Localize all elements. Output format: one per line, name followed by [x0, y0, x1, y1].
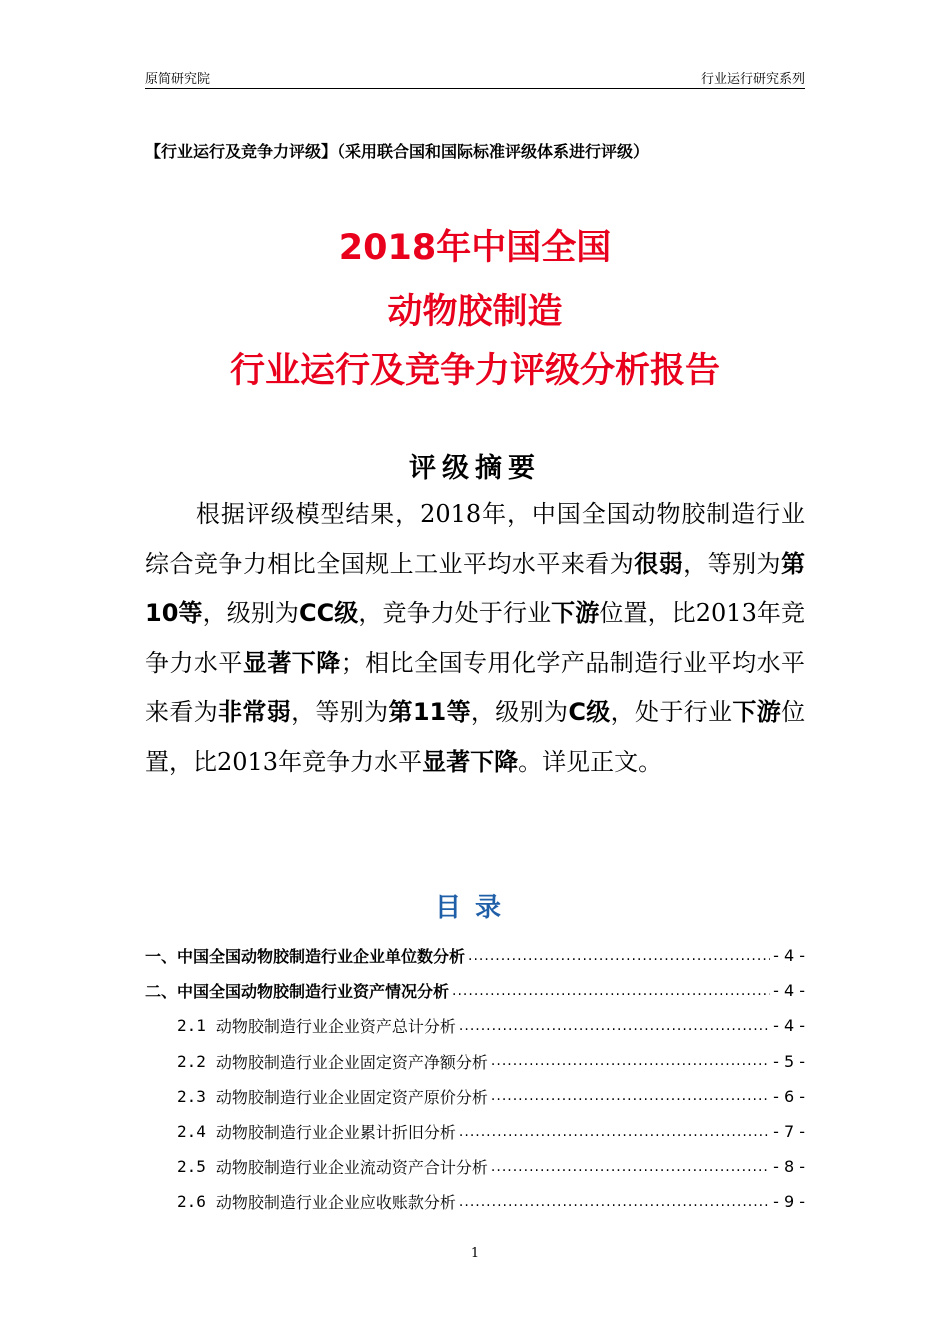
summary-emphasis: 第10等 — [145, 549, 806, 627]
summary-text: ；相比全国专用化学产品制造行业平均水平来看为 — [145, 648, 806, 726]
summary-text: 根据评级模型结果，2018年，中国全国动物胶制造行业综合竞争力相比全国规上工业平均水平来看为 — [145, 500, 805, 578]
toc-entry-page: - 7 - — [773, 1122, 805, 1142]
toc-entry-label: 动物胶制造行业企业应收账款分析 — [215, 1193, 456, 1213]
header-series-name: 行业运行研究系列 — [700, 72, 805, 87]
summary-emphasis: 很弱 — [634, 549, 684, 578]
summary-emphasis: C级 — [568, 698, 611, 726]
report-title-line-3: 行业运行及竞争力评级分析报告 — [229, 351, 720, 391]
toc-entry-page: - 5 - — [773, 1051, 805, 1071]
summary-text: ，级别为 — [202, 599, 299, 627]
toc-entry[interactable] — [145, 973, 805, 1008]
page-header — [145, 66, 805, 89]
summary-text: 位置，比2013年竞争力水平 — [145, 698, 806, 776]
summary-text: 位置，比2013年竞争力水平 — [145, 599, 806, 677]
toc-entry-label: 动物胶制造行业企业固定资产原价分析 — [215, 1087, 488, 1107]
table-of-contents — [145, 938, 805, 1220]
toc-entry-page: - 4 - — [773, 981, 805, 1001]
toc-leader-dots — [452, 983, 770, 999]
toc-entry-label: 动物胶制造行业企业累计折旧分析 — [215, 1123, 456, 1143]
toc-entry-number: 2.2 — [177, 1051, 206, 1071]
summary-text: 。详见正文。 — [518, 747, 663, 776]
toc-entry-label: 动物胶制造行业企业固定资产净额分析 — [215, 1052, 488, 1072]
report-subtitle: 【行业运行及竞争力评级】（采用联合国和国际标准评级体系进行评级） — [145, 142, 650, 161]
summary-heading: 评级摘要 — [409, 453, 541, 484]
toc-entry[interactable] — [145, 1114, 805, 1149]
toc-entry-number: 2.3 — [177, 1086, 206, 1106]
toc-entry-number: 2.4 — [177, 1122, 206, 1142]
toc-heading: 目录 — [434, 893, 515, 923]
summary-paragraph — [145, 490, 805, 787]
toc-entry-page: - 8 - — [773, 1157, 805, 1177]
summary-text: ，处于行业 — [610, 698, 733, 726]
toc-entry[interactable] — [145, 1079, 805, 1114]
toc-leader-dots — [491, 1159, 770, 1175]
header-org-name: 原简研究院 — [145, 72, 211, 87]
summary-emphasis: CC级 — [298, 599, 359, 627]
report-title-line-2: 动物胶制造 — [387, 292, 563, 332]
toc-entry-number: 2.6 — [177, 1192, 206, 1212]
toc-entry[interactable] — [145, 1184, 805, 1219]
summary-text: ，等别为 — [683, 549, 782, 578]
summary-emphasis: 显著下降 — [242, 648, 341, 677]
report-title-line-1: 2018年中国全国 — [338, 228, 612, 268]
page-number: 1 — [470, 1246, 480, 1261]
toc-entry-page: - 6 - — [773, 1086, 805, 1106]
toc-leader-dots — [491, 1053, 770, 1069]
toc-entry[interactable] — [145, 1008, 805, 1043]
toc-leader-dots — [459, 1018, 770, 1034]
summary-emphasis: 显著下降 — [422, 747, 519, 776]
toc-entry-page: - 4 - — [773, 1016, 805, 1036]
toc-entry-page: - 9 - — [773, 1192, 805, 1212]
toc-entry[interactable] — [145, 938, 805, 973]
summary-emphasis: 下游 — [551, 599, 600, 627]
toc-entry-number: 2.1 — [177, 1016, 206, 1036]
summary-emphasis: 非常弱 — [218, 698, 292, 726]
toc-entry[interactable] — [145, 1044, 805, 1079]
toc-entry[interactable] — [145, 1149, 805, 1184]
summary-emphasis: 下游 — [732, 698, 782, 726]
toc-entry-page: - 4 - — [773, 946, 805, 966]
toc-entry-label: 二、中国全国动物胶制造行业资产情况分析 — [145, 982, 450, 1002]
summary-emphasis: 第11等 — [388, 698, 471, 726]
summary-text: ，竞争力处于行业 — [358, 599, 552, 627]
summary-text: ，等别为 — [291, 698, 389, 726]
toc-entry-label: 动物胶制造行业企业流动资产合计分析 — [215, 1158, 488, 1178]
toc-leader-dots — [459, 1194, 770, 1210]
toc-entry-number: 2.5 — [177, 1157, 206, 1177]
toc-leader-dots — [491, 1088, 770, 1104]
toc-entry-label: 一、中国全国动物胶制造行业企业单位数分析 — [145, 947, 466, 967]
toc-leader-dots — [468, 948, 770, 964]
summary-text: ，级别为 — [470, 698, 569, 726]
toc-leader-dots — [459, 1124, 770, 1140]
toc-entry-label: 动物胶制造行业企业资产总计分析 — [215, 1017, 456, 1037]
